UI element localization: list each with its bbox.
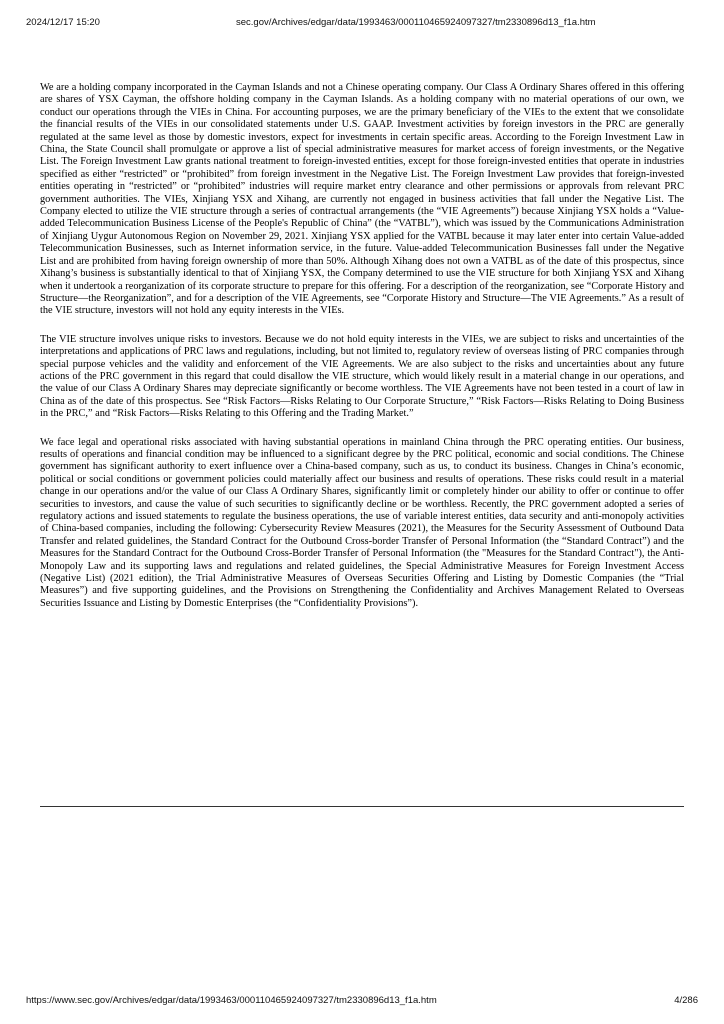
print-datetime: 2024/12/17 15:20 [26, 17, 100, 28]
section-divider [40, 806, 684, 807]
document-body [40, 82, 684, 626]
print-header [26, 17, 698, 28]
paragraph-legal-operational-risks: We face legal and operational risks associated with having substantial operations in mainland China through the PRC operating entities. Our business, results of operations and financial condition may be influenced to a significant degree by the PRC political, economic and social conditions. The Chinese government has significant authority to exert influence over a China-based company, such as us, to conduct its business. Changes in China’s economic, political or social conditions or government policies could materially affect our business and results of operations. These risks could result in a material change in our operations and/or the value of our Class A Ordinary Shares, significantly limit or completely hinder our ability to offer or continue to offer securities to investors, and cause the value of such securities to significantly decline or be worthless. Recently, the PRC government adopted a series of regulatory actions and issued statements to regulate the business operations, the use of variable interest entities, data security and anti-monopoly activities of China-based companies, including the following: Cybersecurity Review Measures (2021), the Measures for the Security Assessment of Outbound Data Transfer and related guidelines, the Standard Contract for the Outbound Cross-border Transfer of Personal Information (the “Standard Contract”) and the Measures for the Standard Contract for the Outbound Cross-Border Transfer of Personal Information (the "Measures for the Standard Contract"), the Anti-Monopoly Law and its supporting laws and regulations and related guidelines, the Special Administrative Measures for Foreign Investment Access (Negative List) (2021 edition), the Trial Administrative Measures of Overseas Securities Offering and Listing by Domestic Companies (the “Trial Measures”) and five supporting guidelines, and the Provisions on Strengthening the Confidentiality and Archives Management Related to Overseas Securities Issuance and Listing by Domestic Enterprises (the “Confidentiality Provisions”). [40, 436, 684, 609]
header-url: sec.gov/Archives/edgar/data/1993463/000110465924097327/tm2330896d13_f1a.htm [236, 17, 596, 28]
footer-url: https://www.sec.gov/Archives/edgar/data/1993463/000110465924097327/tm2330896d13_f1a.htm [26, 995, 437, 1006]
paragraph-holding-company: We are a holding company incorporated in the Cayman Islands and not a Chinese operating company. Our Class A Ordinary Shares offered in this offering are shares of YSX Cayman, the offshore holding company in the Cayman Islands. As a holding company with no material operations of our own, we conduct our operations through the VIEs in China. For accounting purposes, we are the primary beneficiary of the VIEs to the extent that we consolidate the financial results of the VIEs in our consolidated statements under U.S. GAAP. Investment activities by foreign investors in the PRC are generally regulated at the same level as those by domestic investors, expect for investments in certain specific areas. According to the Foreign Investment Law in China, the State Council shall promulgate or approve a list of special administrative measures for market access of foreign investments, or the Negative List. The Foreign Investment Law grants national treatment to foreign-invested entities, except for those foreign-invested entities that operate in industries specified as either “restricted” or “prohibited” from foreign investment in the Negative List. The Foreign Investment Law provides that foreign-invested entities operating in “restricted” or “prohibited” industries will require market entry clearance and other permissions or approvals from relevant PRC government authorities. The VIEs, Xinjiang YSX and Xihang, are currently not engaged in business activities that fall under the Negative List. The Company elected to utilize the VIE structure through a series of contractual arrangements (the “VIE Agreements”) because Xinjiang YSX holds a “Value-added Telecommunication Business License of the People's Republic of China” (the “VATBL”), which was issued by the Communications Administration of Xinjiang Uygur Autonomous Region on November 29, 2021. Xinjiang YSX applied for the VATBL because it may later enter into certain Value-added Telecommunication Businesses, such as Internet information service, in the future. Value-added Telecommunication Businesses fall under the Negative List and are prohibited from having foreign ownership of more than 50%. Although Xihang does not own a VATBL as of the date of this prospectus, since Xihang’s business is substantially identical to that of Xinjiang YSX, the Company determined to use the VIE structure for both Xinjiang YSX and Xihang when it undertook a reorganization of its corporate structure to prepare for this offering. For a description of the reorganization, see “Corporate History and Structure—the Reorganization”, and for a description of the VIE Agreements, see “Corporate History and Structure—The VIE Agreements.” As a result of the VIE structure, investors will not hold any equity interests in the VIEs. [40, 82, 684, 317]
paragraph-vie-risks: The VIE structure involves unique risks to investors. Because we do not hold equity interests in the VIEs, we are subject to risks and uncertainties of the interpretations and applications of PRC laws and regulations, including, but not limited to, regulatory review of overseas listing of PRC companies through special purpose vehicles and the validity and enforcement of the VIE Agreements. We are also subject to the risks and uncertainties about any future actions of the PRC government in this regard that could disallow the VIE structure, which would likely result in a material change in our operations, and the value of our Class A Ordinary Shares may depreciate significantly or become worthless. The VIE Agreements have not been tested in a court of law in China as of the date of this prospectus. See “Risk Factors—Risks Relating to Our Corporate Structure,” “Risk Factors—Risks Relating to Doing Business in the PRC,” and “Risk Factors—Risks Relating to this Offering and the Trading Market.” [40, 333, 684, 420]
print-footer [26, 995, 698, 1006]
page-number: 4/286 [674, 995, 698, 1006]
